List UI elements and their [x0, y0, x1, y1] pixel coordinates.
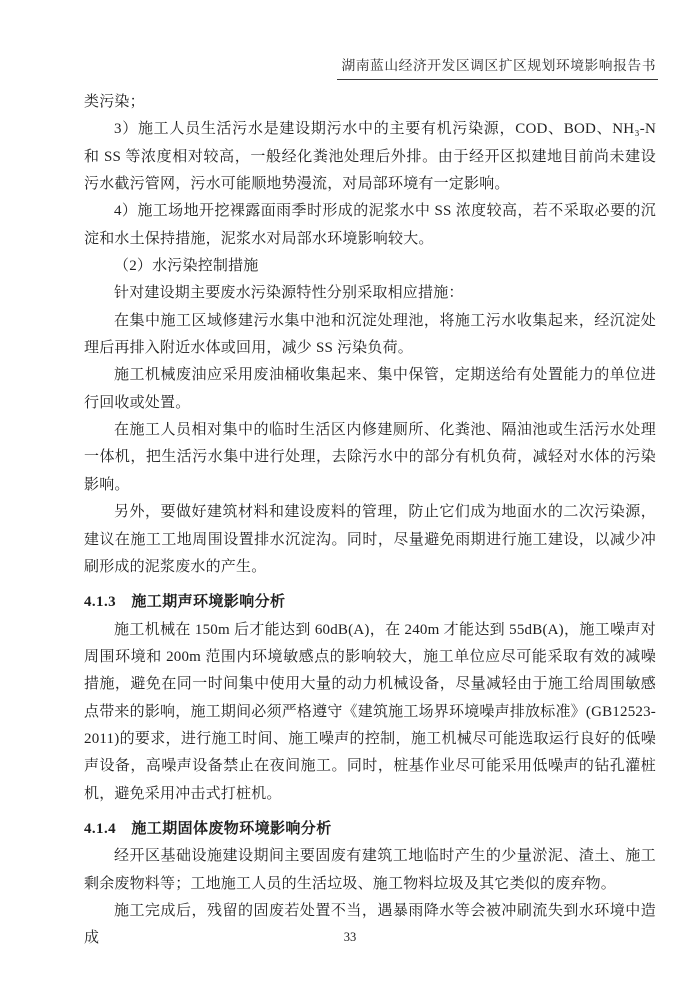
paragraph: 在集中施工区域修建污水集中池和沉淀处理池，将施工污水收集起来，经沉淀处理后再排入附近水体或回用，减少 SS 污染负荷。 [84, 312, 656, 357]
paragraph: 在施工人员相对集中的临时生活区内修建厕所、化粪池、隔油池或生活污水处理一体机，把生活污水集中进行处理，去除污水中的部分有机负荷，减轻对水体的污染影响。 [84, 422, 656, 493]
page-number: 33 [343, 930, 357, 944]
paragraph: 另外，要做好建筑材料和建设废料的管理，防止它们成为地面水的二次污染源，建议在施工工地周围设置排水沉淀沟。同时，尽量避免雨期进行施工建设，以减少冲刷形成的泥浆废水的产生。 [84, 504, 656, 575]
header-title: 湖南蓝山经济开发区调区扩区规划环境影响报告书 [337, 56, 658, 80]
section-heading: 4.1.3 施工期声环境影响分析 [84, 594, 286, 611]
paragraph: （2）水污染控制措施 [114, 258, 259, 275]
paragraph: 施工完成后，残留的固废若处置不当，遇暴雨降水等会被冲刷流失到水环境中造成 [84, 902, 656, 947]
paragraph: 类污染； [84, 94, 145, 110]
section-heading: 4.1.4 施工期固体废物环境影响分析 [84, 820, 332, 837]
document-body [84, 89, 656, 953]
paragraph: 4）施工场地开挖裸露面雨季时形成的泥浆水中 SS 浓度较高，若不采取必要的沉淀和水土保持措施，泥浆水对局部水环境影响较大。 [84, 203, 656, 247]
paragraph: 3）施工人员生活污水是建设期污水中的主要有机污染源，COD、BOD、NH₃-N 和 SS 等浓度相对较高，一般经化粪池处理后外排。由于经开区拟建地目前尚未建设污水截污管网，污水可能顺地势漫流，对局部环境有一定影响。 [84, 121, 656, 193]
paragraph: 针对建设期主要废水污染源特性分别采取相应措施： [114, 285, 464, 302]
paragraph: 施工机械废油应采用废油桶收集起来、集中保管，定期送给有处置能力的单位进行回收或处置。 [84, 367, 656, 411]
page-footer [0, 928, 700, 946]
paragraph: 经开区基础设施建设期间主要固废有建筑工地临时产生的少量淤泥、渣土、施工剩余废物料等；工地施工人员的生活垃圾、施工物料垃圾及其它类似的废弃物。 [84, 848, 656, 892]
paragraph: 施工机械在 150m 后才能达到 60dB(A)，在 240m 才能达到 55dB(A)，施工噪声对周围环境和 200m 范围内环境敏感点的影响较大，施工单位应尽可能采取有效的减噪措施，避免在同一时间集中使用大量的动力机械设备，尽量减轻由于施工给周围敏感点带来的影响，施工期间必须严格遵守《建筑施工场界环境噪声排放标准》(GB12523-2011)的要求，进行施工时间、施工噪声的控制，施工机械尽可能选取运行良好的低噪声设备，高噪声设备禁止在夜间施工。同时，桩基作业尽可能采用低噪声的钻孔灌桩机，避免采用冲击式打桩机。 [84, 621, 656, 802]
page-header [84, 56, 658, 80]
